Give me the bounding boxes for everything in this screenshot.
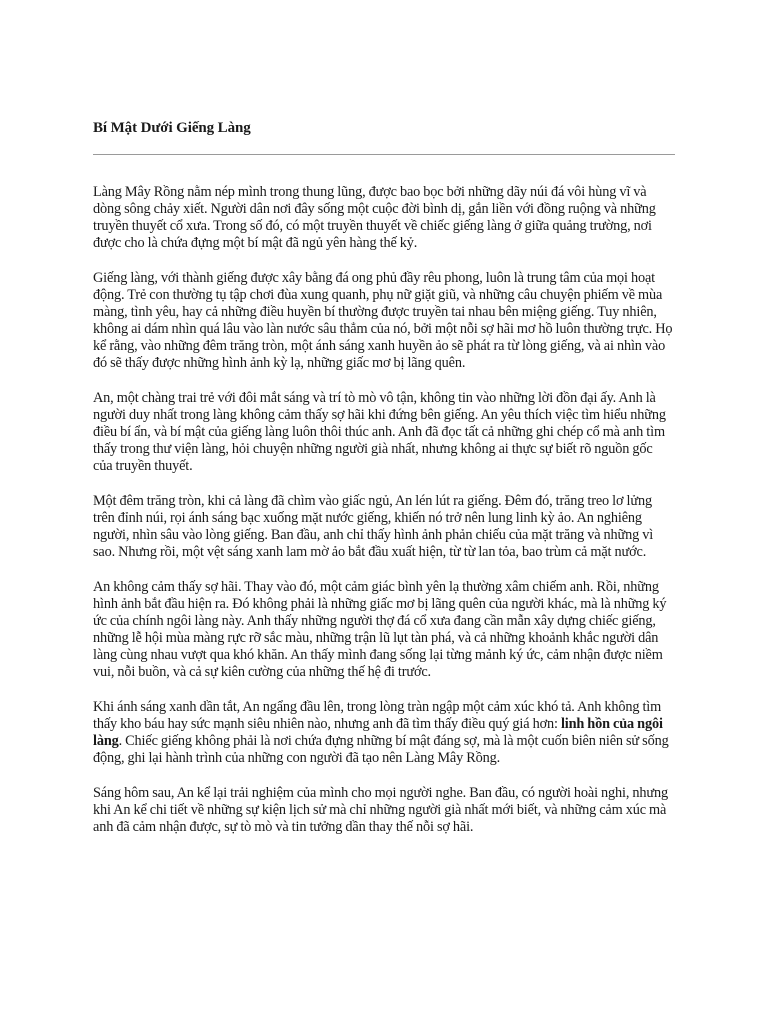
- paragraph-3: An, một chàng trai trẻ với đôi mắt sáng và trí tò mò vô tận, không tin vào những lời đồn đại ấy. Anh là người duy nhất trong làng không cảm thấy sợ hãi khi đứng bên giếng. An yêu thích việc tìm hiểu những điều bí ẩn, và bí mật của giếng làng luôn thôi thúc anh. Anh đã đọc tất cả những ghi chép cổ mà anh tìm thấy trong thư viện làng, hỏi chuyện những người già nhất, nhưng không ai thực sự biết rõ nguồn gốc của truyền thuyết.: [93, 389, 666, 475]
- paragraph-6-emphasis: linh hồn của ngôi làng: [93, 715, 663, 750]
- paragraph-2: Giếng làng, với thành giếng được xây bằng đá ong phủ đầy rêu phong, luôn là trung tâm của mọi hoạt động. Trẻ con thường tụ tập chơi đùa xung quanh, phụ nữ giặt giũ, và những câu chuyện phiếm về mùa màng, tình yêu, hay cả những điều huyền bí thường được truyền tai nhau bên miệng giếng. Tuy nhiên, không ai dám nhìn quá lâu vào làn nước sâu thẳm của nó, bởi một nỗi sợ hãi mơ hồ luôn thường trực. Họ kể rằng, vào những đêm trăng tròn, một ánh sáng xanh huyền ảo sẽ phát ra từ lòng giếng, và ai nhìn vào đó sẽ thấy được những hình ảnh kỳ lạ, những giấc mơ bị lãng quên.: [93, 269, 673, 372]
- document-title: Bí Mật Dưới Giếng Làng: [93, 120, 251, 136]
- paragraph-1: Làng Mây Rồng nằm nép mình trong thung lũng, được bao bọc bởi những dãy núi đá vôi hùng vĩ và dòng sông chảy xiết. Người dân nơi đây sống một cuộc đời bình dị, gắn liền với đồng ruộng và những truyền thuyết cổ xưa. Trong số đó, có một truyền thuyết về chiếc giếng làng ở giữa quảng trường, nơi được cho là chứa đựng một bí mật đã ngủ yên hàng thế kỷ.: [93, 184, 656, 252]
- paragraph-6: [93, 699, 675, 767]
- paragraph-7: Sáng hôm sau, An kể lại trải nghiệm của mình cho mọi người nghe. Ban đầu, có người hoài nghi, nhưng khi An kể chi tiết về những sự kiện lịch sử mà chỉ những người già nhất mới biết, và những cảm xúc mà anh đã cảm nhận được, sự tò mò và tin tưởng dần thay thế nỗi sợ hãi.: [93, 784, 669, 835]
- paragraph-6-tail: . Chiếc giếng không phải là nơi chứa đựng những bí mật đáng sợ, mà là một cuốn biên niên sử sống động, ghi lại hành trình của những con người đã tạo nên Làng Mây Rồng.: [93, 733, 669, 767]
- document-body: [93, 184, 675, 836]
- document-page: [93, 118, 675, 854]
- title-divider: [93, 154, 675, 155]
- paragraph-5: An không cảm thấy sợ hãi. Thay vào đó, một cảm giác bình yên lạ thường xâm chiếm anh. Rồi, những hình ảnh bắt đầu hiện ra. Đó không phải là những giấc mơ bị lãng quên của người khác, mà là những ký ức của chính ngôi làng này. Anh thấy những người thợ đá cổ xưa đang cần mẫn xây dựng chiếc giếng, những lễ hội mùa màng rực rỡ sắc màu, những trận lũ lụt tàn phá, và cả những khoảnh khắc người dân làng cùng nhau vượt qua khó khăn. An thấy mình đang sống lại từng mảnh ký ức, cảm nhận được niềm vui, nỗi buồn, và cả sự kiên cường của những thế hệ đi trước.: [93, 578, 667, 681]
- paragraph-4: Một đêm trăng tròn, khi cả làng đã chìm vào giấc ngủ, An lén lút ra giếng. Đêm đó, trăng treo lơ lửng trên đỉnh núi, rọi ánh sáng bạc xuống mặt nước giếng, khiến nó trở nên lung linh kỳ ảo. An nghiêng người, nhìn sâu vào lòng giếng. Ban đầu, anh chỉ thấy hình ảnh phản chiếu của mặt trăng và những vì sao. Nhưng rồi, một vệt sáng xanh lam mờ ảo bắt đầu xuất hiện, từ từ lan tỏa, bao trùm cả mặt nước.: [93, 492, 654, 561]
- paragraph-6-lead: Khi ánh sáng xanh dần tắt, An ngẩng đầu lên, trong lòng tràn ngập một cảm xúc khó tả. Anh không tìm thấy kho báu hay sức mạnh siêu nhiên nào, nhưng anh đã tìm thấy điều quý giá hơn:: [93, 698, 662, 732]
